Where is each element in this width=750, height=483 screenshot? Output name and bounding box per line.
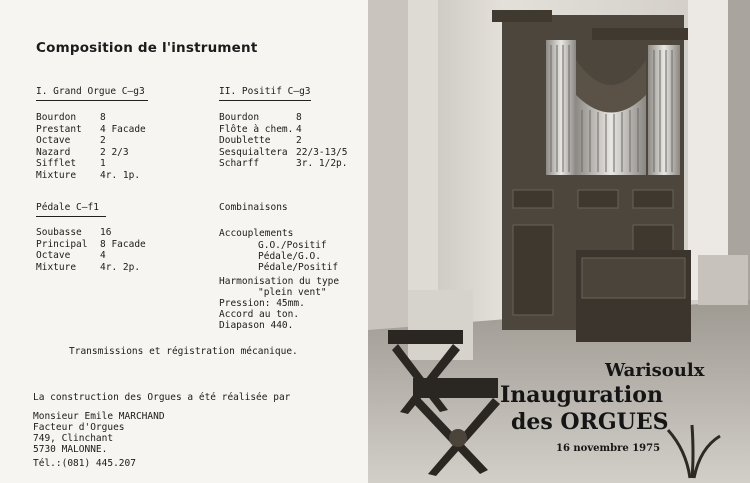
stop-value: 8	[296, 112, 302, 123]
stop-row	[36, 135, 186, 147]
grand-orgue-heading: I. Grand Orgue C–g3	[36, 86, 148, 101]
stop-name: Sesquialtera	[219, 146, 288, 158]
builder-phone: Tél.:(081) 445.207	[33, 458, 136, 469]
stop-name: Octave	[36, 135, 71, 146]
stop-row	[219, 147, 367, 159]
stop-value: 4 Facade	[100, 123, 146, 135]
stop-name: Soubasse	[36, 227, 82, 238]
stop-name: Scharff	[219, 158, 260, 169]
cover-date: 16 novembre 1975	[556, 443, 661, 454]
stop-value: 16	[100, 227, 112, 238]
stop-value: 2	[100, 135, 106, 146]
combinaisons-heading: Combinaisons	[219, 202, 288, 213]
builder-street: 749, Clinchant	[33, 433, 114, 444]
stop-value: 8 Facade	[100, 238, 146, 250]
stop-name: Bourdon	[36, 112, 77, 123]
stop-value: 2 2/3	[100, 146, 129, 158]
stop-row	[36, 124, 186, 136]
cover-title-line2: des ORGUES	[511, 409, 669, 435]
transmissions-note: Transmissions et régistration mécanique.	[69, 346, 298, 357]
pedale-stop-list	[36, 227, 186, 273]
pedale-heading: Pédale C–f1	[36, 202, 106, 217]
stop-value: 4	[296, 123, 302, 135]
stop-value: 8	[100, 112, 106, 123]
stop-row	[36, 239, 186, 251]
stop-name: Nazard	[36, 146, 71, 158]
stop-value: 22/3-13/5	[296, 146, 348, 158]
stop-row	[219, 158, 367, 170]
stop-value: 4	[100, 250, 106, 261]
cover-photo	[368, 0, 750, 483]
stop-name: Mixture	[36, 169, 77, 181]
builder-city: 5730 MALONNE.	[33, 444, 108, 455]
stop-row	[36, 170, 186, 182]
stop-row	[36, 262, 186, 274]
builder-role: Facteur d'Orgues	[33, 422, 125, 433]
stop-row	[36, 250, 186, 262]
builder-name: Monsieur Emile MARCHAND	[33, 411, 165, 422]
stop-name: Mixture	[36, 261, 77, 273]
stop-row	[36, 158, 186, 170]
stop-row	[219, 135, 367, 147]
stop-value: 3r. 1/2p.	[296, 158, 348, 169]
harmonisation-line: "plein vent"	[258, 287, 327, 298]
construction-note: La construction des Orgues a été réalisée par	[33, 392, 291, 403]
spec-line: Accord au ton.	[219, 309, 300, 320]
cover-title-line1: Inauguration	[500, 382, 663, 408]
stop-row	[219, 112, 367, 124]
spec-line: Pression: 45mm.	[219, 298, 305, 309]
stop-name: Principal	[36, 238, 88, 250]
stop-name: Sifflet	[36, 158, 77, 169]
cover-place: Warisoulx	[605, 360, 705, 381]
stop-row	[36, 227, 186, 239]
stop-row	[36, 147, 186, 159]
spec-line: Diapason 440.	[219, 320, 294, 331]
stop-row	[36, 112, 186, 124]
accouplement-item: Pédale/G.O.	[258, 251, 321, 262]
stop-name: Flôte à chem.	[219, 123, 294, 135]
stop-value: 2	[296, 135, 302, 146]
stop-name: Bourdon	[219, 112, 260, 123]
stop-value: 4r. 1p.	[100, 169, 141, 181]
composition-page	[0, 0, 368, 483]
harmonisation-line: Harmonisation du type	[219, 276, 340, 287]
positif-stop-list	[219, 112, 367, 170]
stop-value: 1	[100, 158, 106, 169]
stop-value: 4r. 2p.	[100, 261, 141, 273]
grand-orgue-stop-list	[36, 112, 186, 181]
page-title: Composition de l'instrument	[36, 40, 258, 56]
accouplements-label: Accouplements	[219, 228, 294, 239]
stop-name: Prestant	[36, 123, 82, 135]
stop-name: Doublette	[219, 135, 271, 146]
accouplement-item: Pédale/Positif	[258, 262, 339, 273]
positif-heading: II. Positif C–g3	[219, 86, 311, 101]
accouplement-item: G.O./Positif	[258, 240, 327, 251]
stop-row	[219, 124, 367, 136]
stop-name: Octave	[36, 250, 71, 261]
